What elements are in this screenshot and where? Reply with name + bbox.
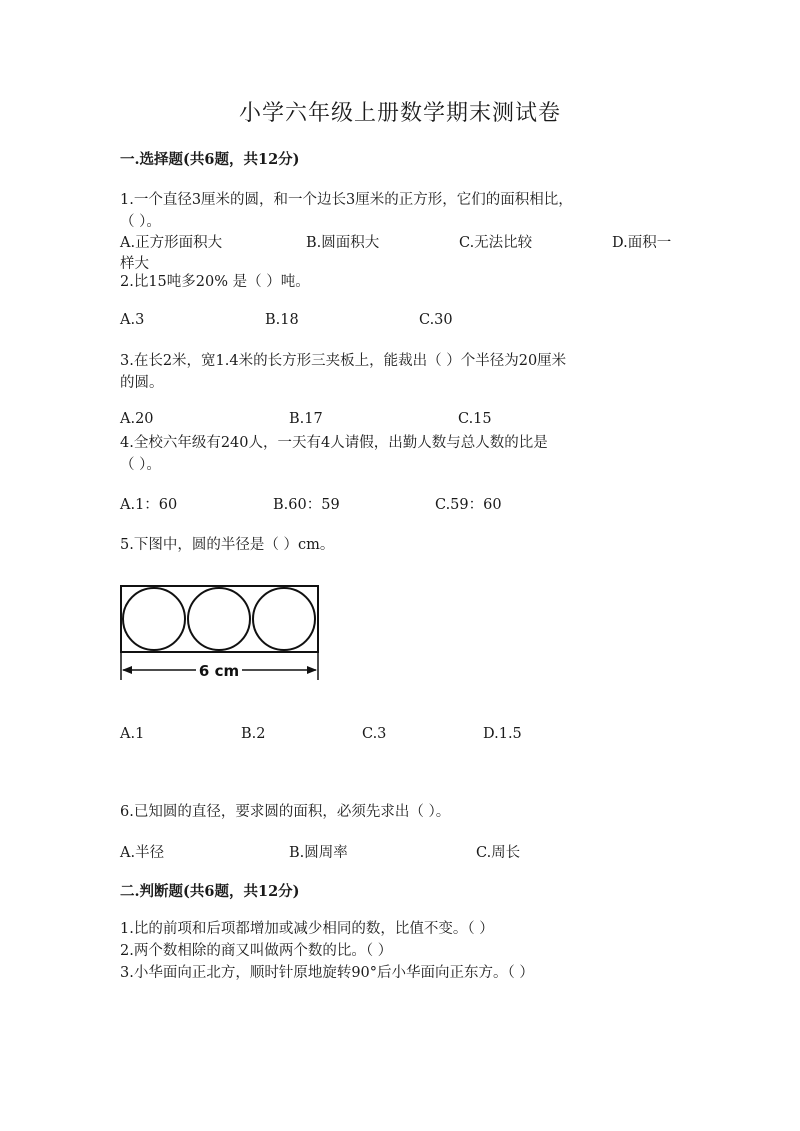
question-5-line1: 5.下图中，圆的半径是（ ）cm。 xyxy=(120,537,335,553)
question-3-line2: 的圆。 xyxy=(120,375,164,391)
q5-option-c: C.3 xyxy=(362,726,387,742)
figure-circle-2 xyxy=(188,588,250,650)
q5-option-d: D.1.5 xyxy=(483,726,522,742)
section-heading-judgement: 二.判断题(共6题，共12分) xyxy=(120,883,300,900)
q3-option-a: A.20 xyxy=(120,411,154,427)
question-6-line1: 6.已知圆的直径，要求圆的面积，必须先求出（ ）。 xyxy=(120,804,451,820)
figure-rectangle xyxy=(121,586,318,652)
figure-circle-1 xyxy=(123,588,185,650)
section-heading-choice: 一.选择题(共6题，共12分) xyxy=(120,151,300,168)
circles-in-rectangle-figure xyxy=(118,582,324,682)
question-4-line1: 4.全校六年级有240人，一天有4人请假，出勤人数与总人数的比是 xyxy=(120,435,548,451)
judgement-question-2: 2.两个数相除的商又叫做两个数的比。（ ） xyxy=(120,943,393,959)
q1-option-d: D.面积一 xyxy=(612,235,672,251)
q4-option-c: C.59：60 xyxy=(435,497,502,513)
q5-option-a: A.1 xyxy=(120,726,145,742)
q1-option-c: C.无法比较 xyxy=(459,235,533,251)
q1-option-a: A.正方形面积大 xyxy=(120,235,223,251)
q6-option-a: A.半径 xyxy=(120,845,165,861)
page-title: 小学六年级上册数学期末测试卷 xyxy=(238,101,561,126)
question-3-line1: 3.在长2米，宽1.4米的长方形三夹板上，能裁出（ ）个半径为20厘米 xyxy=(120,353,567,369)
figure-circle-3 xyxy=(253,588,315,650)
question-1-line2: （ ）。 xyxy=(120,214,161,230)
q5-option-b: B.2 xyxy=(241,726,266,742)
question-1-line1: 1.一个直径3厘米的圆，和一个边长3厘米的正方形，它们的面积相比， xyxy=(120,192,573,208)
q1-option-d-wrap: 样大 xyxy=(120,256,149,272)
q2-option-b: B.18 xyxy=(265,312,299,328)
q1-option-b: B.圆面积大 xyxy=(306,235,380,251)
question-4-line2: （ ）。 xyxy=(120,457,161,473)
q3-option-b: B.17 xyxy=(289,411,323,427)
q3-option-c: C.15 xyxy=(458,411,492,427)
q6-option-b: B.圆周率 xyxy=(289,845,348,861)
judgement-question-1: 1.比的前项和后项都增加或减少相同的数，比值不变。（ ） xyxy=(120,921,494,937)
q2-option-c: C.30 xyxy=(419,312,453,328)
judgement-question-3: 3.小华面向正北方，顺时针原地旋转90°后小华面向正东方。（ ） xyxy=(120,965,534,981)
q2-option-a: A.3 xyxy=(120,312,145,328)
q4-option-a: A.1：60 xyxy=(120,497,178,513)
q4-option-b: B.60：59 xyxy=(273,497,340,513)
figure-dimension-label: 6 cm xyxy=(198,662,240,680)
question-2-line1: 2.比15吨多20% 是（ ）吨。 xyxy=(120,274,310,290)
arrowhead-right xyxy=(307,666,317,674)
arrowhead-left xyxy=(122,666,132,674)
q6-option-c: C.周长 xyxy=(476,845,521,861)
